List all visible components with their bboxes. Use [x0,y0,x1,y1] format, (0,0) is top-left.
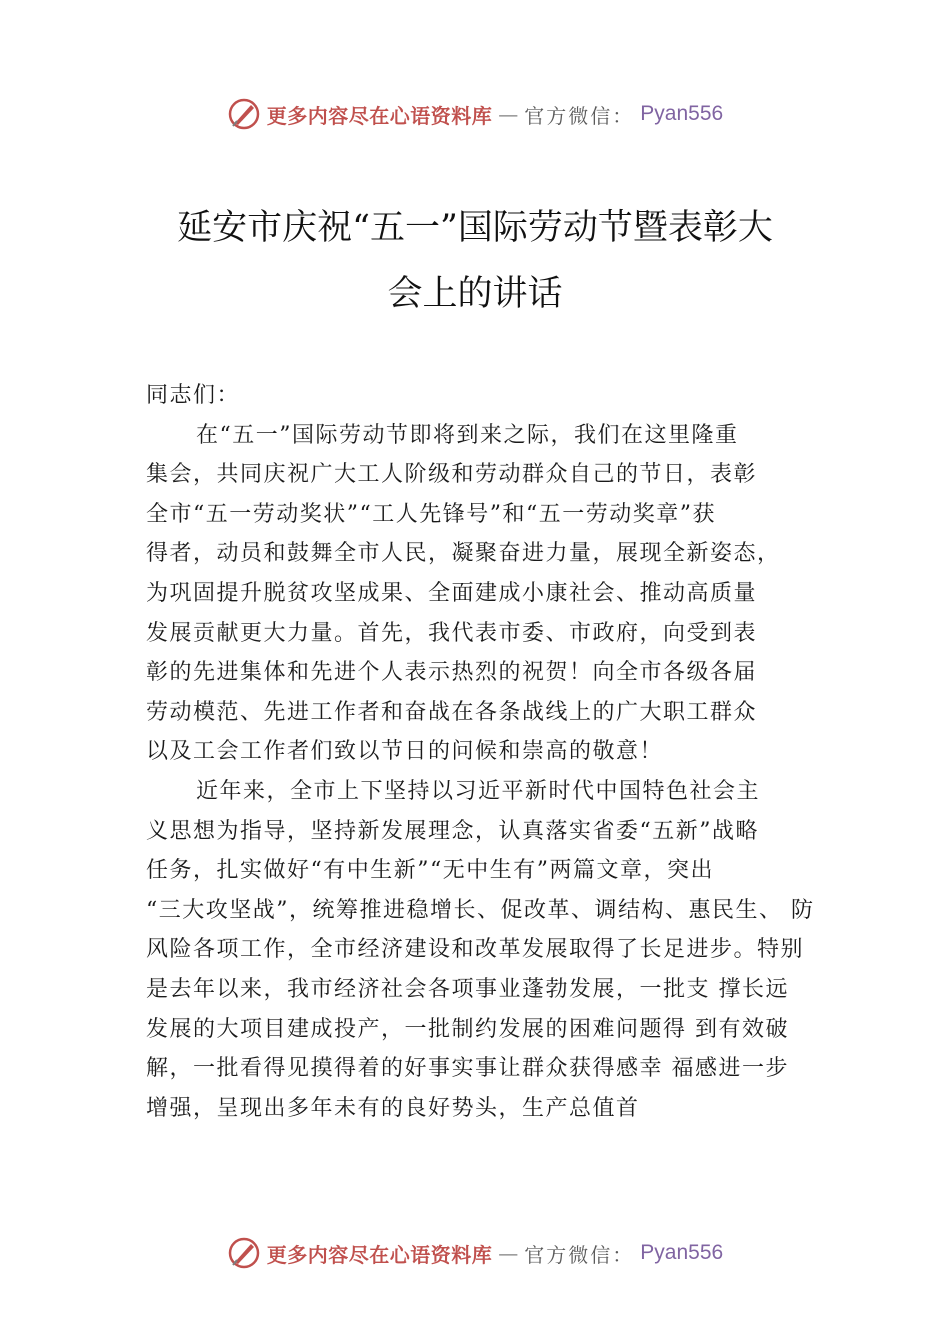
quill-logo-icon [227,1236,261,1270]
paragraph-line: 得者，动员和鼓舞全市人民，凝聚奋进力量，展现全新姿态， [146,541,781,567]
paragraph-line: 增强，呈现出多年未有的良好势头，生产总值首 [146,1095,640,1121]
paragraph-line: 发展的大项目建成投产，一批制约发展的困难问题得 到有效破 [146,1016,789,1042]
watermark-brand: 更多内容尽在心语资料库 [266,103,493,128]
watermark-label: 官方微信： [524,103,635,128]
paragraph-line: 为巩固提升脱贫攻坚成果、全面建成小康社会、推动高质量 [146,580,758,606]
paragraph-line: 解，一批看得见摸得着的好事实事让群众获得感幸 福感进一步 [146,1056,789,1082]
paragraph-line: 近年来，全市上下坚持以习近平新时代中国特色社会主 [196,778,761,804]
watermark-brand: 更多内容尽在心语资料库 [266,1242,493,1267]
document-body [146,376,836,1128]
paragraph-line: 发展贡献更大力量。首先，我代表市委、市政府，向受到表 [146,620,758,646]
paragraph-line: 集会，共同庆祝广大工人阶级和劳动群众自己的节日，表彰 [146,462,758,488]
paragraph-line: “三大攻坚战”，统筹推进稳增长、促改革、调结构、惠民生、 防 [146,897,815,923]
header-watermark [0,94,950,134]
document-title [100,195,850,327]
watermark-separator: — [498,1241,519,1265]
paragraph-line: 劳动模范、先进工作者和奋战在各条战线上的广大职工群众 [146,699,758,725]
greeting: 同志们： [146,383,241,408]
paragraph-line: 在“五一”国际劳动节即将到来之际，我们在这里隆重 [196,422,739,448]
paragraph-line: 是去年以来，我市经济社会各项事业蓬勃发展，一批支 撑长远 [146,976,789,1002]
watermark-separator: — [498,102,519,126]
paragraph-line: 以及工会工作者们致以节日的问候和崇高的敬意！ [146,739,664,765]
watermark-label: 官方微信： [524,1242,635,1267]
watermark-wechat-id: Pyan556 [640,1241,724,1264]
watermark-wechat-id: Pyan556 [640,102,724,125]
paragraph-line: 彰的先进集体和先进个人表示热烈的祝贺！向全市各级各届 [146,660,758,686]
footer-watermark [0,1233,950,1273]
paragraph-line: 风险各项工作，全市经济建设和改革发展取得了长足进步。特别 [146,937,805,963]
title-line-2: 会上的讲话 [387,274,563,314]
paragraph-line: 全市“五一劳动奖状”“工人先锋号”和“五一劳动奖章”获 [146,501,716,527]
paragraph-line: 义思想为指导，坚持新发展理念，认真落实省委“五新”战略 [146,818,759,844]
quill-logo-icon [227,97,261,131]
title-line-1: 延安市庆祝“五一”国际劳动节暨表彰大 [177,208,773,248]
paragraph-line: 任务，扎实做好“有中生新”“无中生有”两篇文章，突出 [146,858,714,884]
